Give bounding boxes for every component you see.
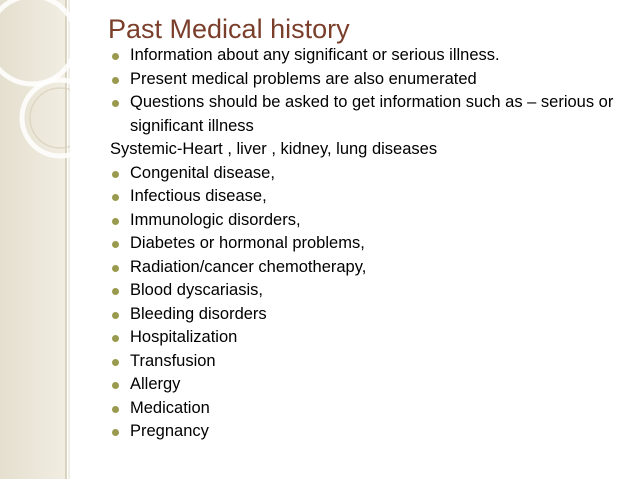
list-item-text: Allergy — [130, 375, 181, 393]
list-item-text: Questions should be asked to get information such as – serious or significant illness — [130, 93, 614, 135]
list-item-text: Congenital disease, — [130, 163, 275, 182]
list-item-text: Blood dyscariasis, — [130, 281, 263, 299]
list-item — [108, 232, 628, 256]
bullet-icon — [112, 77, 119, 84]
slide-title: Past Medical history — [108, 14, 350, 44]
list-item-text: Infectious disease, — [130, 187, 267, 205]
list-item — [108, 279, 628, 303]
list-item-text: Diabetes or hormonal problems, — [130, 234, 365, 252]
list-item — [108, 397, 628, 421]
list-item — [108, 420, 628, 444]
bullet-icon — [112, 53, 119, 60]
bullet-icon — [112, 265, 119, 272]
list-item-text: Bleeding disorders — [130, 304, 267, 323]
bullet-icon — [112, 288, 119, 295]
list-item — [108, 185, 628, 209]
decorative-left-band — [0, 0, 70, 479]
list-item — [108, 326, 628, 350]
band-fill — [0, 0, 66, 479]
list-item — [108, 91, 630, 138]
list-item — [108, 303, 628, 327]
list-item-text: Transfusion — [130, 351, 216, 370]
list-item-text: Medication — [130, 398, 210, 417]
bullet-icon — [112, 312, 119, 319]
bullet-icon — [112, 382, 119, 389]
list-item — [108, 68, 628, 92]
slide-content — [108, 44, 628, 444]
list-item — [108, 350, 628, 374]
bullet-icon — [112, 429, 119, 436]
systemic-line: Systemic-Heart , liver , kidney, lung diseases — [110, 140, 438, 158]
bullet-icon — [112, 218, 119, 225]
list-item — [108, 209, 628, 233]
list-item-text: Immunologic disorders, — [130, 210, 301, 229]
bullet-icon — [112, 335, 119, 342]
bullet-icon — [112, 100, 119, 107]
list-item-text: Pregnancy — [130, 422, 209, 440]
list-item-text: Radiation/cancer chemotherapy, — [130, 257, 367, 276]
bullet-icon — [112, 359, 119, 366]
list-item-text: Information about any significant or serious illness. — [130, 46, 500, 64]
list-item — [108, 162, 628, 186]
bullet-icon — [112, 406, 119, 413]
list-item-text: Hospitalization — [130, 328, 238, 346]
list-item — [108, 44, 628, 68]
list-item — [108, 256, 628, 280]
bullet-icon — [112, 241, 119, 248]
bullet-icon — [112, 171, 119, 178]
list-item — [108, 373, 628, 397]
bullet-icon — [112, 194, 119, 201]
list-item-text: Present medical problems are also enumerated — [130, 69, 477, 88]
